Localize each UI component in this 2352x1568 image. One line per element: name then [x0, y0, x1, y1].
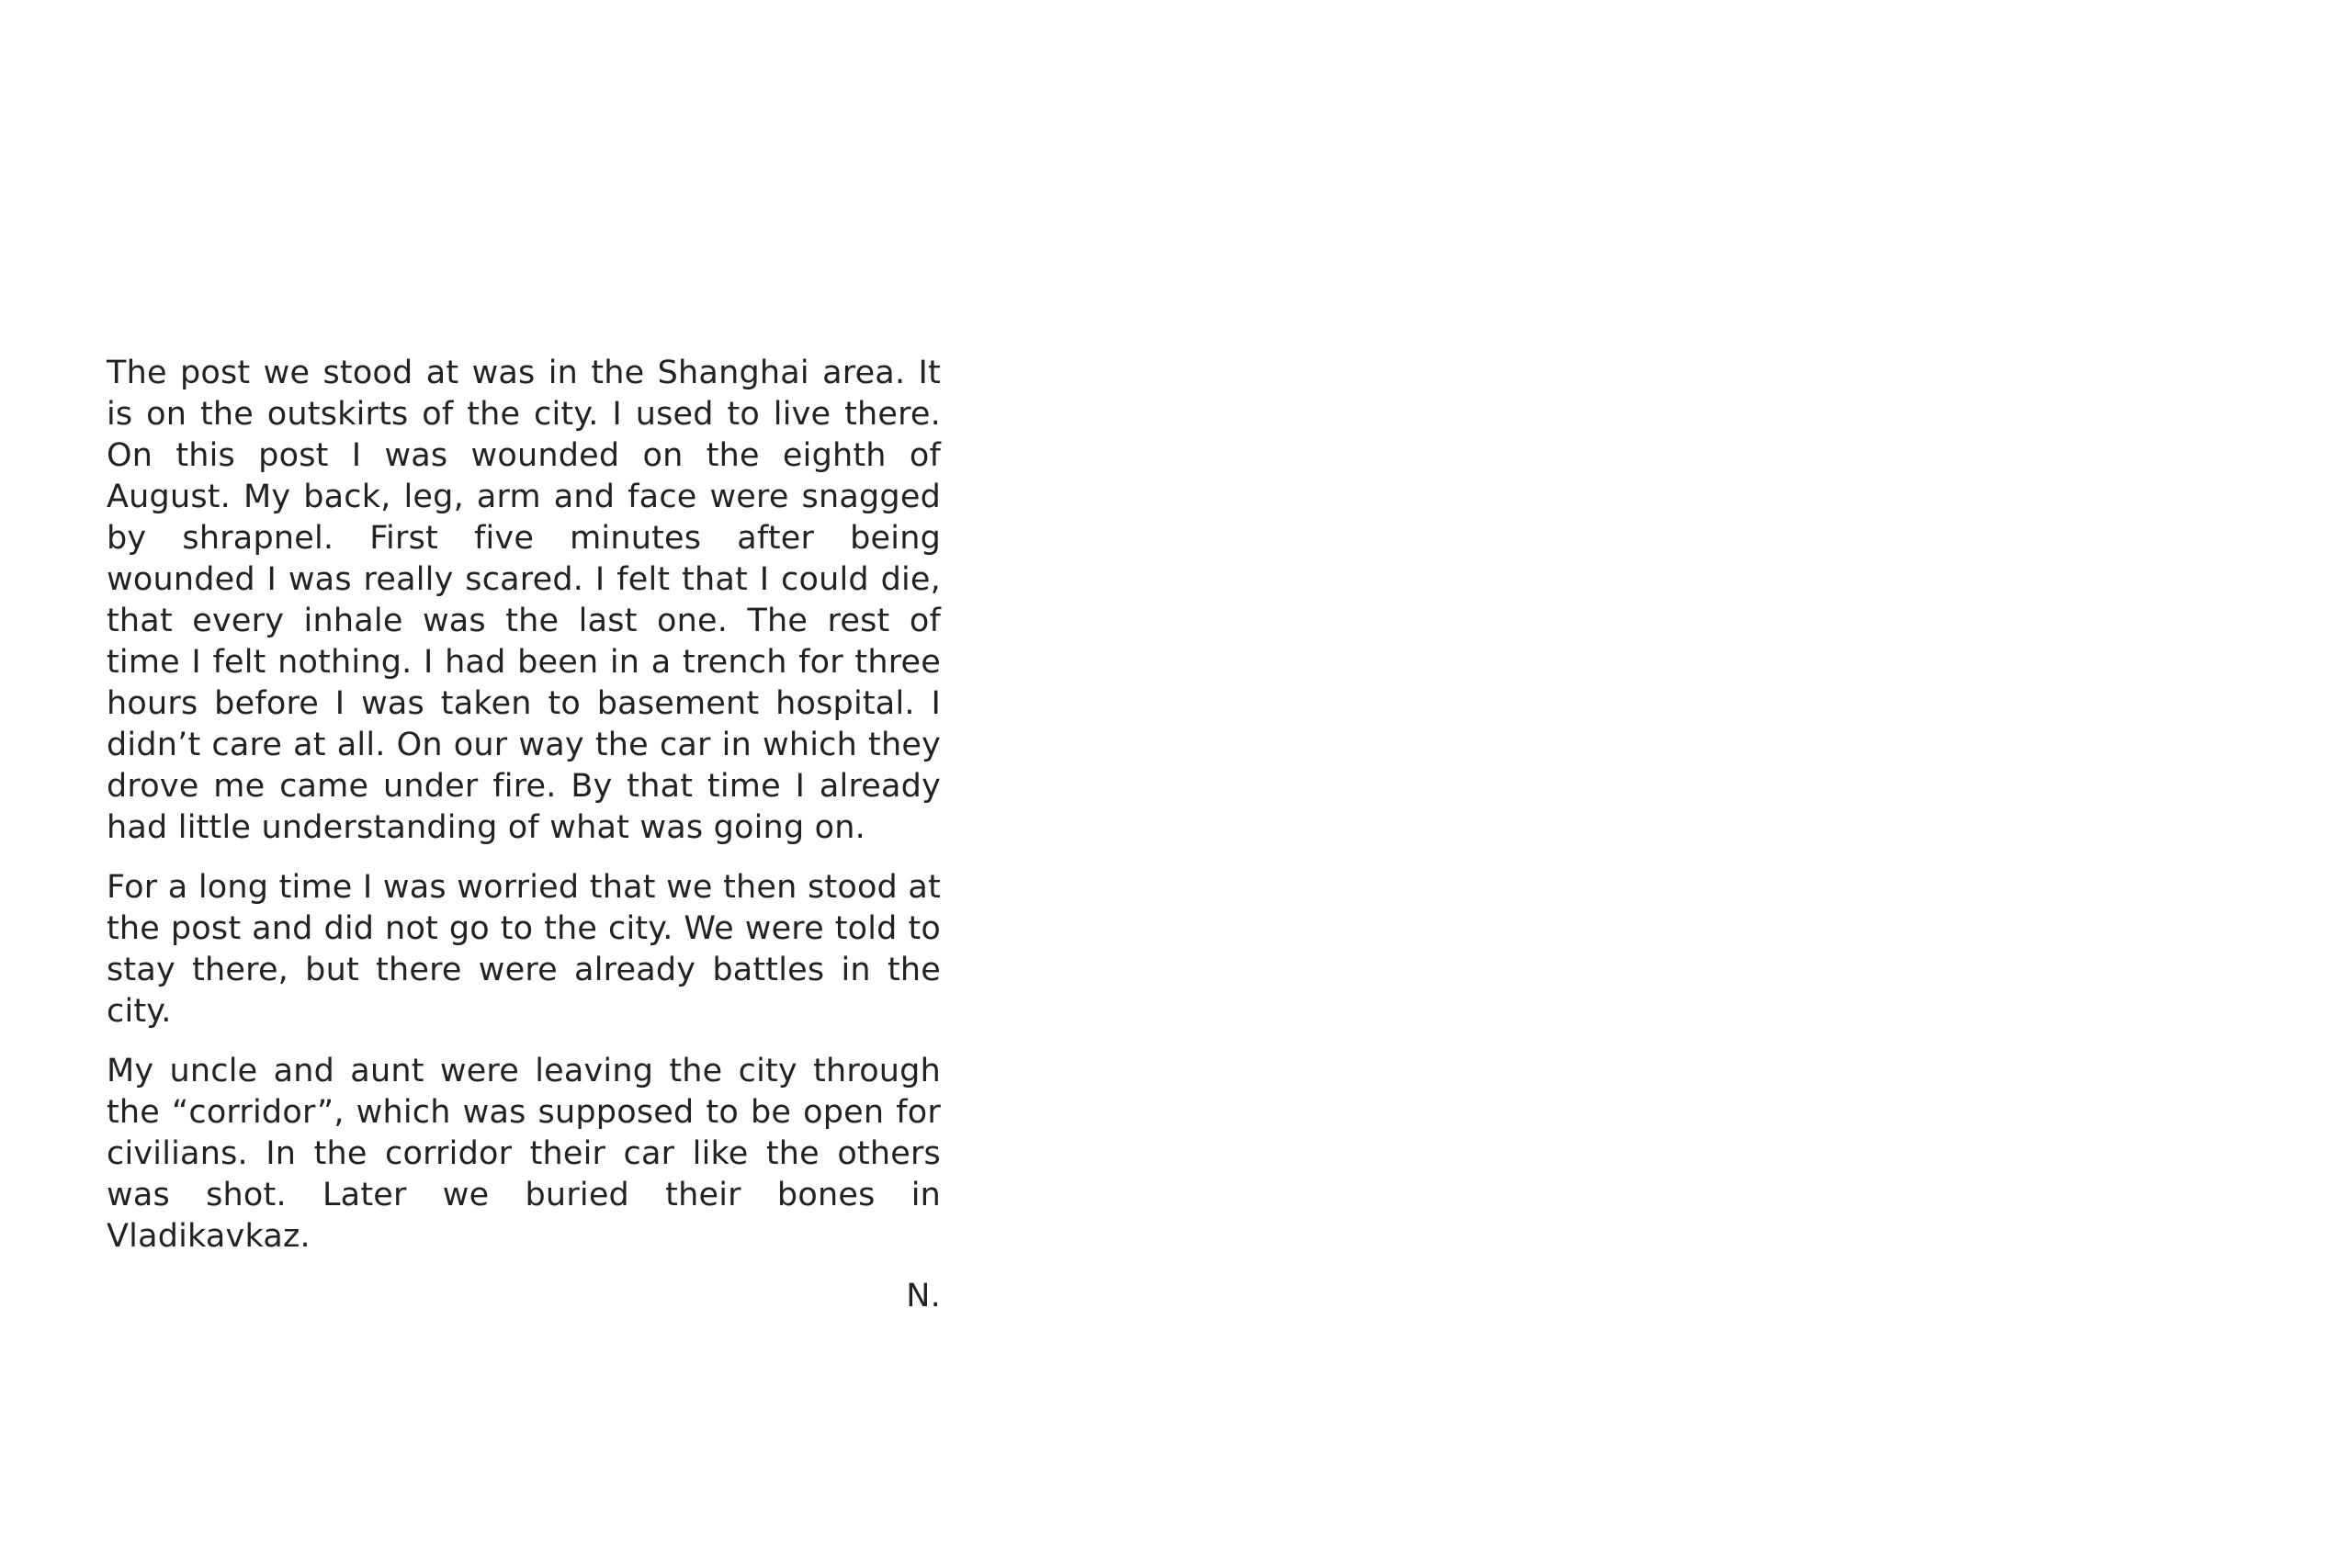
paragraph-corridor: My uncle and aunt were leaving the city through the “corridor”, which was supposed to be open for civilians. In the corridor their car like the others was shot. Later we buried their bones in Vladikavkaz.: [107, 1053, 941, 1255]
paragraph-wounded: The post we stood at was in the Shanghai area. It is on the outskirts of the city. I used to live there. On this post I was wounded on the eighth of August. My back, leg, arm and face were snagged by shrapnel. First five minutes after being wounded I was really scared. I felt that I could die, that every inhale was the last one. The rest of time I felt nothing. I had been in a trench for three hours before I was taken to basement hospital. I didn’t care at all. On our way the car in which they drove me came under fire. By that time I already had little understanding of what was going on.: [107, 355, 941, 846]
author-signature: N.: [906, 1278, 941, 1314]
text-column: [107, 353, 941, 1317]
paragraph-post: For a long time I was worried that we then stood at the post and did not go to the city. We were told to stay there, but there were already battles in the city.: [107, 869, 941, 1030]
